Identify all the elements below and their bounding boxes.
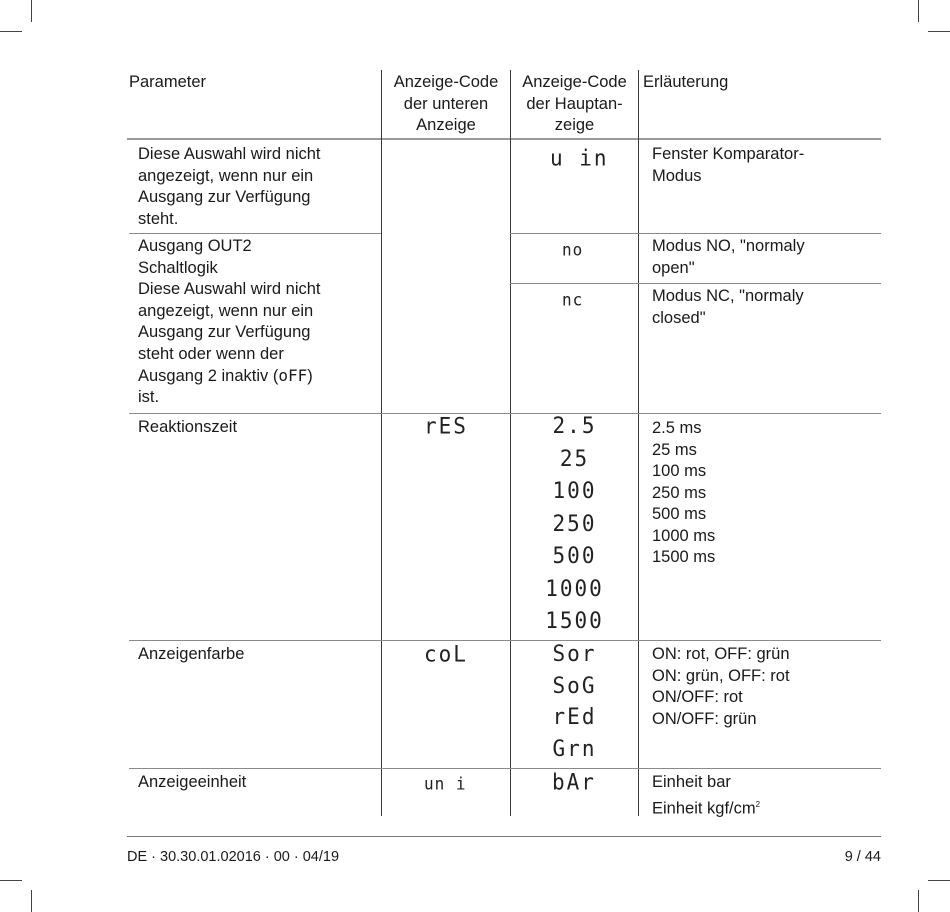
row-reaction-parameter: Reaktionszeit (138, 418, 238, 436)
text-fragment: Einheit kgf/cm (652, 799, 756, 817)
crop-mark (31, 890, 32, 912)
display-code: 100 (552, 478, 597, 504)
document-id: DE · 30.30.01.02016 · 00 · 04/19 (127, 849, 340, 865)
row-color-explanation (652, 644, 790, 730)
text-line: Modus NO, "normaly (652, 237, 805, 255)
display-code-uni: un i (424, 773, 467, 794)
superscript: 2 (755, 799, 761, 809)
row-divider (510, 283, 881, 284)
text-line: Schaltlogik (138, 258, 218, 277)
text-line: 250 ms (652, 483, 707, 502)
row-nc-explanation (652, 286, 804, 329)
header-line: der Hauptan- (526, 94, 623, 113)
display-code-res: rES (424, 413, 468, 439)
row-divider (129, 768, 881, 769)
display-code: SoG (552, 672, 597, 698)
header-divider (127, 138, 881, 140)
text-line: 1000 ms (652, 526, 716, 545)
header-line: Anzeige-Code (393, 73, 499, 91)
row-divider (129, 413, 881, 414)
column-divider (638, 70, 639, 816)
header-line: Anzeige (416, 116, 476, 134)
crop-mark (928, 31, 950, 32)
text-line: Modus (652, 166, 702, 185)
row-out2-parameter (138, 236, 321, 408)
text-line: ON/OFF: rot (652, 688, 743, 706)
row-unit-parameter: Anzeigeeinheit (138, 773, 247, 791)
text-fragment: Ausgang 2 inaktiv ( (138, 367, 279, 385)
text-line: 500 ms (652, 505, 707, 523)
header-lower-code (383, 72, 509, 137)
text-line: closed" (652, 308, 706, 327)
display-code: 500 (552, 543, 597, 569)
display-code-nc: nc (562, 289, 584, 310)
text-fragment: ) (307, 367, 313, 385)
text-line: Diese Auswahl wird nicht (138, 145, 321, 163)
display-code-win: u in (550, 145, 609, 171)
text-line (138, 365, 321, 387)
row-window-explanation (652, 144, 804, 187)
header-line: Anzeige-Code (522, 73, 627, 91)
text-line: 2.5 ms (652, 419, 702, 437)
text-line: Ausgang zur Verfügung (138, 188, 311, 206)
display-code: 2.5 (552, 413, 597, 439)
crop-mark (0, 880, 22, 881)
crop-mark (918, 0, 919, 22)
text-line: 1500 ms (652, 548, 716, 566)
row-no-explanation (652, 236, 805, 279)
display-code-off: oFF (278, 366, 308, 385)
text-line: ON: rot, OFF: grün (652, 645, 790, 663)
text-line: steht oder wenn der (138, 344, 284, 363)
text-line: ON/OFF: grün (652, 709, 757, 728)
text-line: ON: grün, OFF: rot (652, 666, 790, 685)
text-line: Einheit bar (652, 773, 731, 791)
display-code: 250 (552, 510, 597, 536)
header-line: der unteren (403, 94, 489, 113)
text-line: angezeigt, wenn nur ein (138, 301, 314, 320)
text-line: 100 ms (652, 462, 707, 480)
text-line: steht. (138, 209, 179, 228)
crop-mark (928, 880, 950, 881)
column-divider (381, 70, 382, 816)
text-line: Diese Auswahl wird nicht (138, 280, 321, 298)
crop-mark (31, 0, 32, 22)
text-line: Ausgang zur Verfügung (138, 323, 311, 341)
row-divider (129, 640, 881, 641)
text-line: angezeigt, wenn nur ein (138, 166, 314, 185)
display-code-no: no (562, 239, 584, 260)
text-line: open" (652, 258, 695, 277)
display-code: 25 (559, 445, 590, 471)
display-code-col: coL (424, 641, 468, 667)
display-code: 1000 (545, 575, 604, 601)
text-line: Fenster Komparator- (652, 145, 805, 163)
display-code: Grn (552, 735, 597, 761)
row-unit-explanation (652, 772, 760, 815)
row-divider (129, 233, 381, 234)
header-parameter: Parameter (129, 73, 207, 91)
header-explanation: Erläuterung (643, 73, 729, 91)
reaction-main-codes (511, 414, 638, 642)
page-number: 9 / 44 (844, 849, 881, 865)
display-code: Sor (552, 641, 597, 667)
display-code: rEd (552, 704, 597, 730)
color-main-codes (511, 642, 638, 768)
row-color-parameter: Anzeigenfarbe (138, 645, 245, 663)
display-code: 1500 (545, 608, 604, 634)
footer-divider (127, 836, 881, 837)
crop-mark (918, 890, 919, 912)
header-line: zeige (554, 116, 595, 134)
row-divider (510, 233, 881, 234)
row-window-parameter (138, 144, 321, 230)
display-code-bar: bAr (552, 769, 596, 795)
text-line: Ausgang OUT2 (138, 237, 252, 255)
text-line: 25 ms (652, 440, 697, 459)
text-line: Modus NC, "normaly (652, 287, 804, 305)
header-main-code (511, 72, 638, 137)
text-line: ist. (138, 387, 160, 406)
crop-mark (0, 31, 22, 32)
text-line (652, 794, 760, 816)
row-reaction-explanation (652, 418, 715, 569)
